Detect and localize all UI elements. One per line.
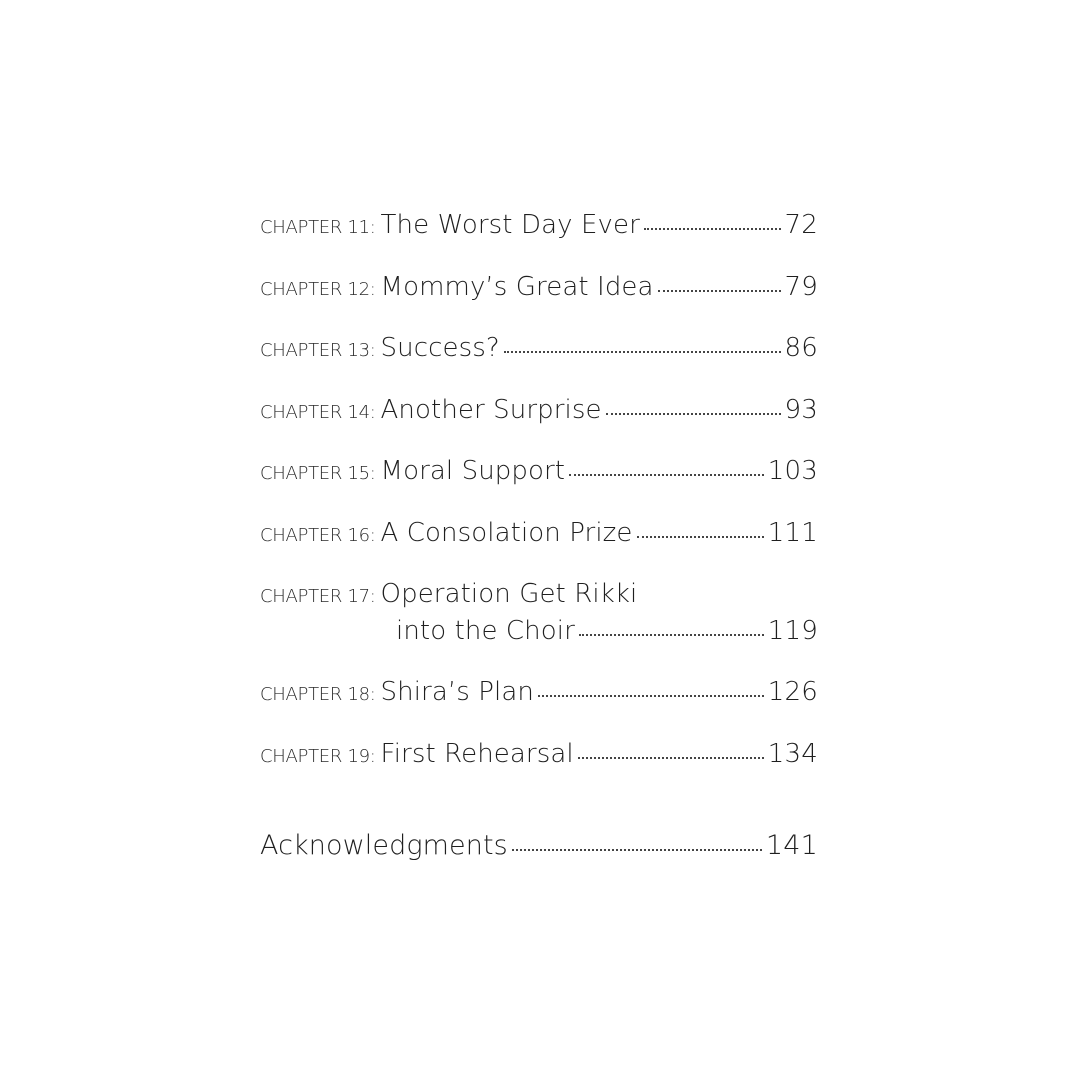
dot-leader	[644, 228, 781, 230]
toc-entry-chapter-14	[260, 385, 818, 447]
page-number: 119	[767, 616, 818, 646]
chapter-label: CHAPTER 19:	[260, 745, 376, 767]
dot-leader	[578, 757, 764, 759]
chapter-label: CHAPTER 18:	[260, 684, 376, 705]
chapter-title: First Rehearsal	[380, 738, 574, 769]
page-number: 134	[767, 738, 818, 769]
chapter-label: CHAPTER 17:	[260, 586, 376, 607]
chapter-title: Shira’s Plan	[380, 677, 534, 707]
toc-entry-chapter-11	[260, 200, 818, 262]
toc-entry-chapter-15	[260, 446, 818, 508]
page-number: 79	[784, 271, 818, 302]
chapter-label: CHAPTER 15:	[260, 463, 376, 484]
page-number: 141	[765, 830, 818, 861]
dot-leader	[569, 474, 764, 476]
chapter-label: CHAPTER 12:	[260, 278, 376, 300]
page-number: 111	[767, 517, 818, 548]
acknowledgments-title: Acknowledgments	[260, 830, 508, 861]
chapter-title-line-2: into the Choir	[396, 616, 575, 646]
dot-leader	[606, 413, 781, 415]
page-number: 93	[784, 394, 818, 425]
chapter-title: The Worst Day Ever	[380, 210, 640, 240]
section-spacer	[260, 790, 818, 820]
page-number: 72	[784, 210, 818, 240]
chapter-title-line-1: Operation Get Rikki	[380, 579, 638, 609]
dot-leader	[579, 634, 764, 636]
chapter-title: Success?	[380, 333, 500, 363]
chapter-title: Another Surprise	[380, 394, 602, 425]
dot-leader	[637, 536, 764, 538]
toc-entry-chapter-18	[260, 667, 818, 729]
chapter-label: CHAPTER 11:	[260, 217, 376, 238]
dot-leader	[504, 351, 781, 353]
toc-entry-chapter-16	[260, 508, 818, 570]
dot-leader	[538, 695, 764, 697]
dot-leader	[658, 290, 781, 292]
chapter-title: Mommy’s Great Idea	[380, 271, 654, 302]
toc-entry-chapter-19	[260, 729, 818, 791]
chapter-label: CHAPTER 16:	[260, 524, 376, 546]
toc-entry-acknowledgments	[260, 820, 818, 882]
toc-entry-chapter-17	[260, 569, 818, 667]
page-number: 103	[767, 456, 818, 486]
page-number: 86	[784, 333, 818, 363]
toc-entry-chapter-12	[260, 262, 818, 324]
dot-leader	[512, 849, 762, 851]
table-of-contents	[260, 200, 818, 882]
chapter-title: Moral Support	[380, 456, 566, 486]
page-number: 126	[767, 677, 818, 707]
toc-entry-chapter-13	[260, 323, 818, 385]
chapter-label: CHAPTER 14:	[260, 401, 376, 423]
chapter-label: CHAPTER 13:	[260, 340, 376, 361]
chapter-title: A Consolation Prize	[380, 517, 633, 548]
